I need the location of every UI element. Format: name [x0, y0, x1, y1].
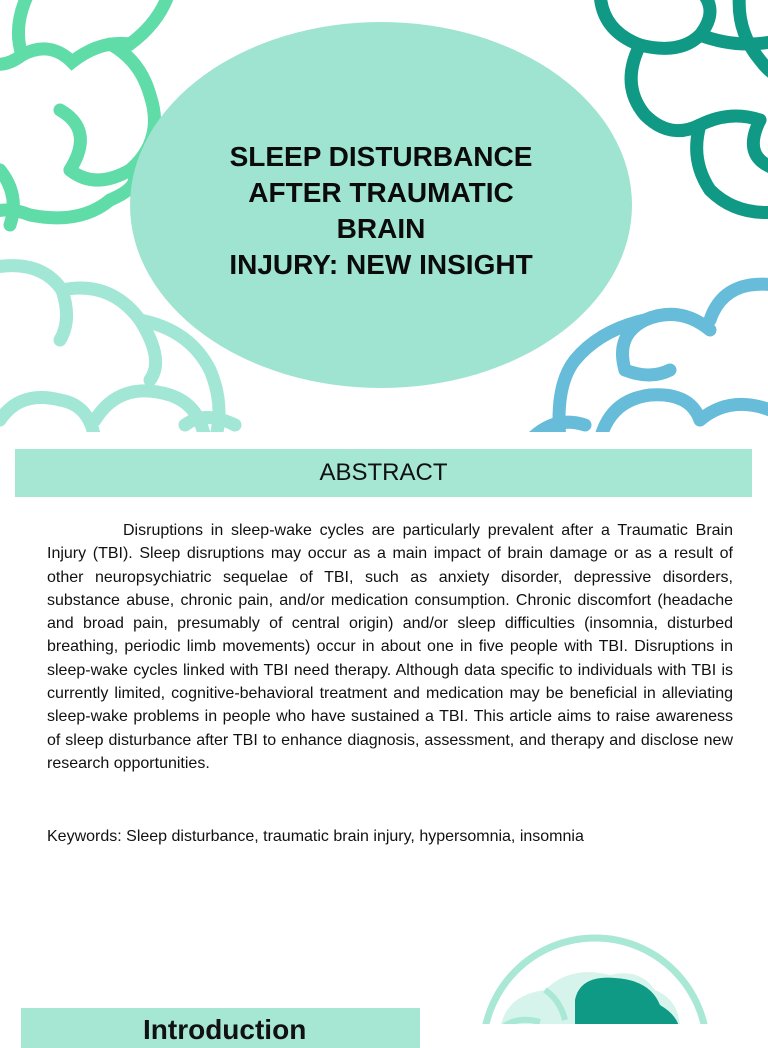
keywords: Keywords: Sleep disturbance, traumatic brain injury, hypersomnia, insomnia [47, 828, 584, 845]
title-oval [130, 22, 632, 388]
abstract-body: Disruptions in sleep-wake cycles are particularly prevalent after a Traumatic Brain Injury (TBI). Sleep disruptions may occur as a main impact of brain damage or as a result of other neuropsychiatric sequelae of TBI, such as anxiety disorder, depressive disorders, substance abuse, chronic pain, and/or medication consumption. Chronic discomfort (headache and broad pain, presumably of central origin) and/or sleep difficulties (insomnia, disturbed breathing, periodic limb movements) occur in about one in five people with TBI. Disruptions in sleep-wake cycles linked with TBI need therapy. Although data specific to individuals with TBI is currently limited, cognitive-behavioral treatment and medication may be beneficial in alleviating sleep-wake problems in people who have sustained a TBI. This article aims to raise awareness of sleep disturbance after TBI to enhance diagnosis, assessment, and therapy and disclose new research opportunities. [47, 522, 733, 772]
brain-icon-bottom-right [483, 938, 707, 1024]
title-line: SLEEP DISTURBANCE [229, 141, 533, 172]
page-title [229, 139, 532, 283]
title-line: AFTER TRAUMATIC [248, 177, 514, 208]
abstract-heading: ABSTRACT [319, 459, 448, 486]
title-line: BRAIN [336, 213, 426, 244]
introduction-heading: Introduction [143, 1014, 307, 1045]
abstract-header-bar [15, 449, 752, 497]
title-line: INJURY: NEW INSIGHT [229, 249, 533, 280]
introduction-header-bar [21, 1008, 420, 1048]
